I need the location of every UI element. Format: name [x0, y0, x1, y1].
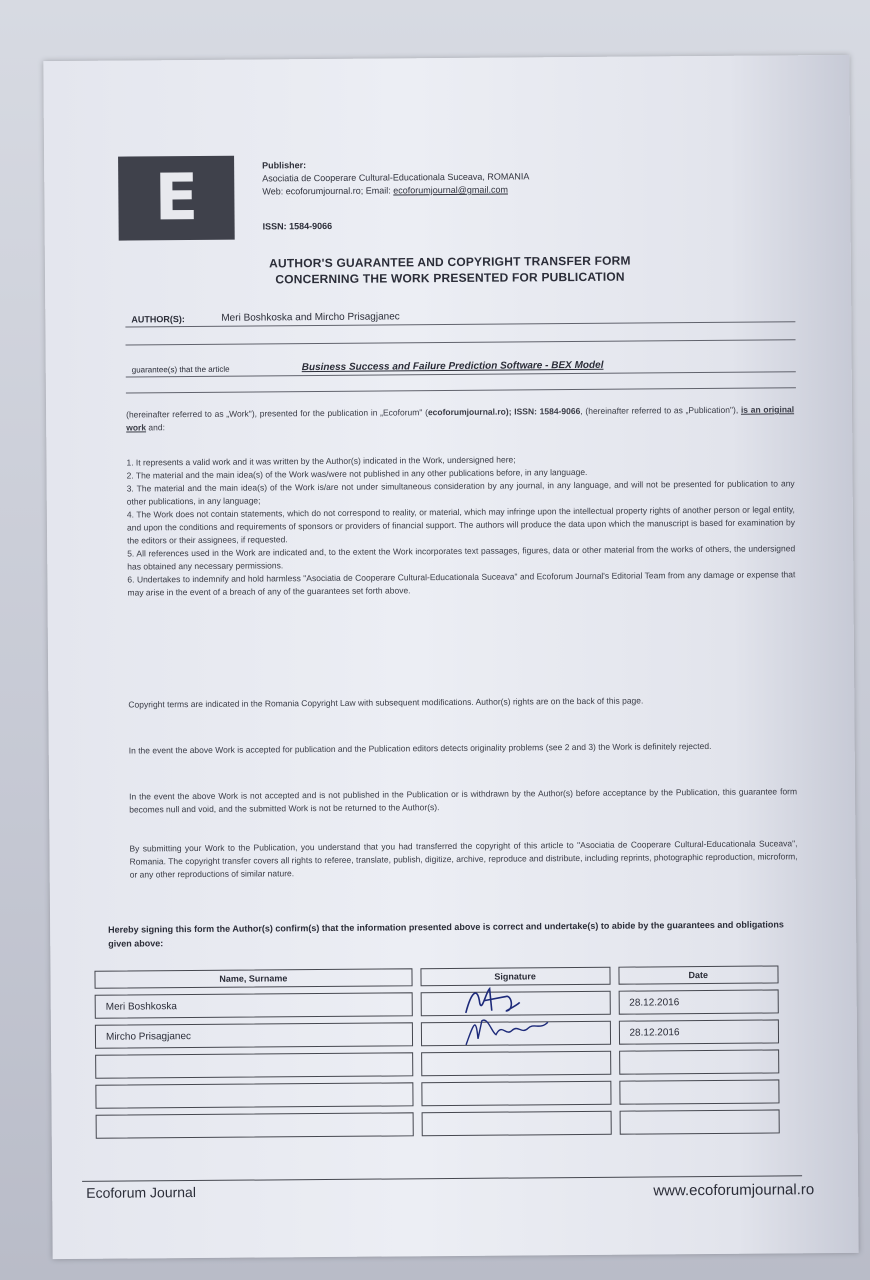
date-cell[interactable]: 28.12.2016	[618, 1019, 779, 1044]
signature-cell[interactable]	[421, 1051, 611, 1076]
publisher-block	[262, 157, 529, 198]
intro-site: ecoforumjournal.ro	[427, 406, 506, 418]
authors-label: AUTHOR(S):	[131, 314, 185, 325]
date-cell[interactable]: 28.12.2016	[618, 989, 779, 1014]
article-field	[126, 351, 796, 377]
header-signature: Signature	[420, 967, 610, 986]
publisher-name: Asociatia de Cooperare Cultural-Educationala Suceava, ROMANIA	[262, 171, 530, 184]
blank-line	[126, 339, 796, 345]
name-cell[interactable]	[95, 1082, 413, 1108]
form-paper	[43, 55, 858, 1259]
header-date: Date	[618, 965, 779, 984]
ecoforum-logo	[118, 156, 235, 241]
authors-value[interactable]: Meri Boshkoska and Mircho Prisagjanec	[221, 311, 400, 324]
clause-item: 5. All references used in the Work are indicated and, to the extent the Work incorporates text passages, figures, data or other material from the works of others, the undersigned has obtained any necessary permissions.	[127, 543, 796, 572]
signature-cell[interactable]	[421, 1021, 611, 1046]
signature-cell[interactable]	[421, 1111, 611, 1136]
date-cell[interactable]	[619, 1079, 780, 1104]
signature-table	[86, 959, 787, 1144]
table-row	[95, 1049, 779, 1078]
web-label: Web: ecoforumjournal.ro; Email:	[262, 185, 391, 197]
table-row	[96, 1109, 780, 1138]
article-label: guarantee(s) that the article	[131, 364, 230, 375]
footer-journal: Ecoforum Journal	[86, 1184, 196, 1201]
date-cell[interactable]	[619, 1109, 780, 1134]
table-row	[95, 989, 779, 1018]
footer-divider	[82, 1175, 802, 1182]
clause-item: 4. The Work does not contain statements, which do not correspond to reality, or material, which may infringe upon the intellectual property rights of another person or legal entity, and upon the conditions and requirements of sponsors or providers of financial support. The authors will produce the data upon which the manuscript is based for examination by the editors or their assignees, if requested.	[126, 504, 795, 546]
intro-suffix: and:	[145, 422, 165, 433]
date-cell[interactable]	[619, 1049, 780, 1074]
signature-scribble-2	[462, 1012, 552, 1049]
copyright-paragraph: Copyright terms are indicated in the Romania Copyright Law with subsequent modifications. Author(s) rights are on the back of this page.	[128, 695, 644, 710]
authors-field	[125, 301, 795, 327]
form-title	[185, 252, 715, 288]
publisher-contact	[262, 183, 529, 198]
footer-website[interactable]: www.ecoforumjournal.ro	[653, 1181, 815, 1200]
issn: ISSN: 1584-9066	[262, 220, 333, 232]
clause-item: 3. The material and the main idea(s) of the Work is/are not under simultaneous consideration by any journal, in any language, and will not be presented for publication to any other publications, in any language;	[126, 478, 795, 507]
not-accepted-paragraph: In the event the above Work is not accepted and is not published in the Publication or is withdrawn by the Author(s) before acceptance by the Publication, this guarantee form becomes null and void, and the submitted Work is not be returned to the Author(s).	[129, 786, 798, 815]
clause-item: 1. It represents a valid work and it was written by the Author(s) indicated in the Work, undersigned here;	[126, 454, 516, 468]
intro-issn: ); ISSN: 1584-9066	[505, 405, 581, 417]
name-cell[interactable]	[96, 1112, 414, 1138]
intro-paragraph	[126, 403, 794, 434]
name-cell[interactable]: Mircho Prisagjanec	[95, 1022, 413, 1048]
header-name: Name, Surname	[94, 968, 412, 988]
table-header-row	[94, 965, 778, 988]
intro-mid: , (hereinafter referred to as „Publication"),	[580, 404, 741, 416]
publisher-email[interactable]: ecoforumjournal@gmail.com	[393, 184, 508, 196]
clause-item: 6. Undertakes to indemnify and hold harmless "Asociatia de Cooperare Cultural-Educationala Suceava" and Ecoforum Journal's Editorial Team from any damage or expense that may arise in the event of a breach of any of the guarantees set forth above.	[127, 569, 796, 598]
name-cell[interactable]	[95, 1052, 413, 1078]
intro-prefix: (hereinafter referred to as „Work"), presented for the publication in „Ecoforum" (	[126, 407, 428, 420]
hereby-statement: Hereby signing this form the Author(s) confirm(s) that the information presented above is correct and undertake(s) to abide by the guarantees and obligations given above:	[108, 919, 784, 949]
form-title-line2: CONCERNING THE WORK PRESENTED FOR PUBLICATION	[275, 269, 625, 287]
intro-original-work: is an original work	[126, 404, 795, 433]
submitting-paragraph: By submitting your Work to the Publication, you understand that you had transferred the copyright of this article to "Asociatia de Cooperare Cultural-Educationala Suceava", Romania. The copyright transfer covers all rights to referee, translate, publish, digitize, archive, reproduce and distribute, including reprints, photographic reproduction, microform, or any other reproductions of similar nature.	[129, 838, 798, 880]
clauses-list	[126, 451, 795, 599]
signature-cell[interactable]	[421, 1081, 611, 1106]
publisher-label: Publisher:	[262, 160, 307, 171]
article-value[interactable]: Business Success and Failure Prediction Software - BEX Model	[301, 359, 604, 374]
blank-line	[126, 387, 796, 393]
accepted-paragraph: In the event the above Work is accepted for publication and the Publication editors detects originality problems (see 2 and 3) the Work is definitely rejected.	[128, 740, 712, 756]
logo-letter: E	[154, 160, 199, 236]
name-cell[interactable]: Meri Boshkoska	[95, 992, 413, 1018]
form-title-line1: AUTHOR'S GUARANTEE AND COPYRIGHT TRANSFER FORM	[269, 253, 631, 271]
table-row	[95, 1079, 779, 1108]
table-row	[95, 1019, 779, 1048]
clause-item: 2. The material and the main idea(s) of the Work was/were not published in any other publications before, in any language.	[126, 466, 588, 481]
